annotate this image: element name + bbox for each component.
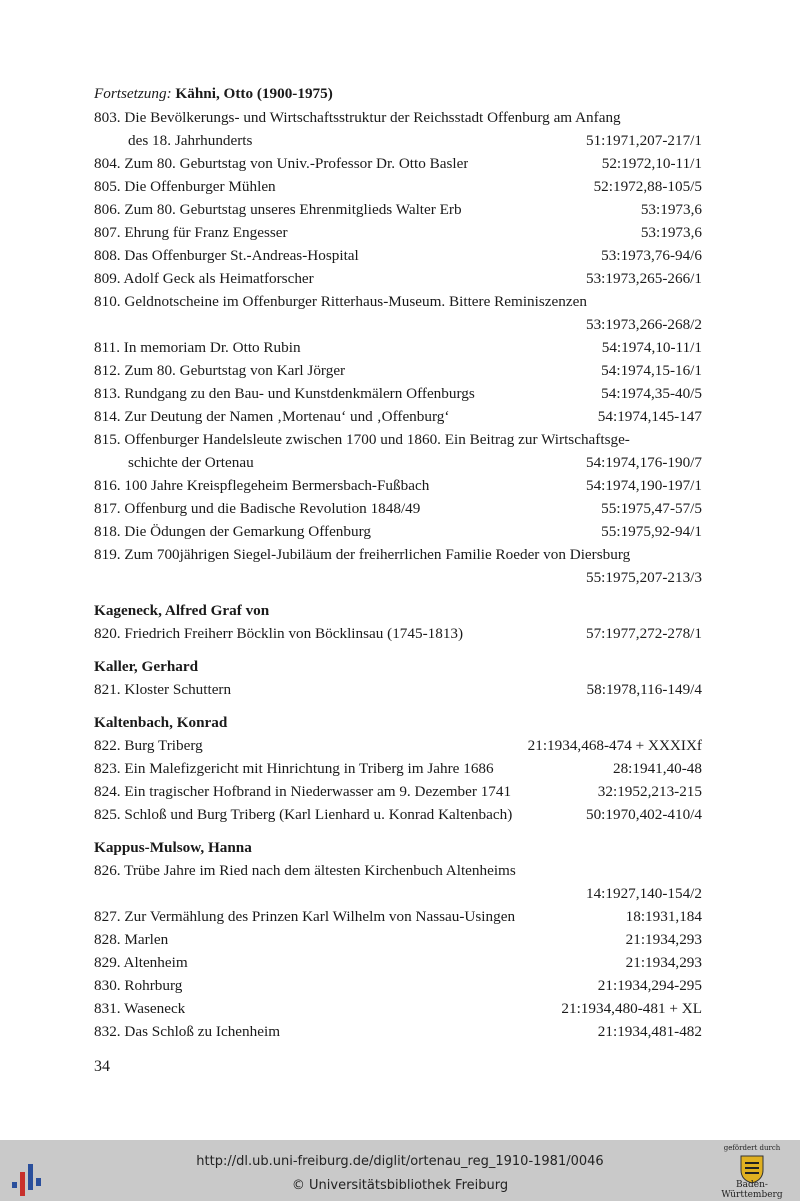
register-entry	[94, 497, 702, 520]
register-entry	[94, 106, 702, 152]
entry-title: 805. Die Offenburger Mühlen	[94, 178, 276, 195]
entry-title: 811. In memoriam Dr. Otto Rubin	[94, 339, 301, 356]
register-page	[94, 82, 702, 1043]
footer-bar	[0, 1140, 800, 1201]
register-entry	[94, 198, 702, 221]
entry-reference: 53:1973,266-268/2	[585, 316, 702, 333]
entry-reference: 50:1970,402-410/4	[585, 806, 702, 823]
entry-reference: 52:1972,88-105/5	[593, 178, 702, 195]
entry-reference: 54:1974,145-147	[597, 408, 702, 425]
entry-reference: 18:1931,184	[625, 908, 702, 925]
entry-title: 813. Rundgang zu den Bau- und Kunstdenkmälern Offenburgs	[94, 385, 475, 402]
register-entry	[94, 780, 702, 803]
entry-reference: 21:1934,293	[625, 931, 702, 948]
entry-title: 827. Zur Vermählung des Prinzen Karl Wilhelm von Nassau-Usingen	[94, 908, 516, 925]
entry-title: 807. Ehrung für Franz Engesser	[94, 224, 288, 241]
entry-title: 804. Zum 80. Geburtstag von Univ.-Professor Dr. Otto Basler	[94, 155, 469, 172]
entry-title: 820. Friedrich Freiherr Böcklin von Böcklinsau (1745-1813)	[94, 625, 464, 642]
footer-copyright: © Universitätsbibliothek Freiburg	[291, 1178, 509, 1193]
register-entry	[94, 359, 702, 382]
entry-title: 818. Die Ödungen der Gemarkung Offenburg	[94, 523, 371, 540]
entry-reference: 54:1974,176-190/7	[585, 454, 702, 471]
register-entry	[94, 474, 702, 497]
entry-reference: 55:1975,47-57/5	[601, 500, 702, 517]
continuation-author: Kähni, Otto (1900-1975)	[175, 85, 333, 102]
entry-reference: 21:1934,480-481 + XL	[561, 1000, 702, 1017]
author-sections	[94, 599, 702, 1043]
entry-reference: 21:1934,468-474 + XXXIXf	[527, 737, 702, 754]
entry-reference: 53:1973,265-266/1	[585, 270, 702, 287]
entry-reference: 21:1934,481-482	[597, 1023, 702, 1040]
register-entry	[94, 405, 702, 428]
entry-title: 812. Zum 80. Geburtstag von Karl Jörger	[94, 362, 346, 379]
page-number: 34	[94, 1058, 110, 1075]
entry-title: 821. Kloster Schuttern	[94, 681, 232, 698]
register-entry	[94, 336, 702, 359]
register-entry	[94, 382, 702, 405]
entry-reference: 54:1974,35-40/5	[601, 385, 702, 402]
entry-title: 809. Adolf Geck als Heimatforscher	[94, 270, 314, 287]
entry-title: 819. Zum 700jährigen Siegel-Jubiläum der freiherrlichen Familie Roeder von Diersburg	[94, 546, 631, 563]
entry-title-continued: schichte der Ortenau	[128, 454, 254, 471]
register-entry	[94, 244, 702, 267]
entry-title: 814. Zur Deutung der Namen ‚Mortenau‘ und ‚Offenburg‘	[94, 408, 450, 425]
entry-title: 822. Burg Triberg	[94, 737, 203, 754]
entry-title: 815. Offenburger Handelsleute zwischen 1700 und 1860. Ein Beitrag zur Wirtschaftsge-	[94, 431, 630, 448]
register-entry	[94, 1020, 702, 1043]
entry-title: 816. 100 Jahre Kreispflegeheim Bermersbach-Fußbach	[94, 477, 430, 494]
entry-title: 828. Marlen	[94, 931, 169, 948]
author-heading: Kaller, Gerhard	[94, 658, 199, 675]
entry-reference: 58:1978,116-149/4	[586, 681, 702, 698]
entry-reference: 21:1934,294-295	[597, 977, 702, 994]
entry-title-continued: des 18. Jahrhunderts	[128, 132, 253, 149]
entry-reference: 14:1927,140-154/2	[585, 885, 702, 902]
entry-reference: 55:1975,92-94/1	[601, 523, 702, 540]
entry-reference: 54:1974,10-11/1	[601, 339, 702, 356]
register-entry	[94, 543, 702, 589]
entry-title: 829. Altenheim	[94, 954, 188, 971]
register-entry	[94, 928, 702, 951]
author-heading: Kappus-Mulsow, Hanna	[94, 839, 252, 856]
entry-title: 823. Ein Malefizgericht mit Hinrichtung in Triberg im Jahre 1686	[94, 760, 494, 777]
register-entry	[94, 997, 702, 1020]
register-entry	[94, 951, 702, 974]
sponsor-top-text: gefördert durch	[723, 1144, 781, 1152]
entry-title: 826. Trübe Jahre im Ried nach dem ältesten Kirchenbuch Altenheims	[94, 862, 516, 879]
entry-reference: 54:1974,15-16/1	[601, 362, 702, 379]
entry-reference: 53:1973,76-94/6	[601, 247, 702, 264]
register-entry	[94, 175, 702, 198]
register-entry	[94, 520, 702, 543]
continuation-prefix: Fortsetzung:	[94, 85, 172, 102]
entry-title: 830. Rohrburg	[94, 977, 183, 994]
register-entry	[94, 622, 702, 645]
register-entry	[94, 678, 702, 701]
continuation-heading	[94, 82, 702, 106]
register-entry	[94, 267, 702, 290]
sponsor-bottom-text: Baden-Württemberg	[721, 1180, 783, 1200]
author-heading: Kaltenbach, Konrad	[94, 714, 228, 731]
register-entry	[94, 290, 702, 336]
entry-reference: 55:1975,207-213/3	[585, 569, 702, 586]
footer-url[interactable]: http://dl.ub.uni-freiburg.de/diglit/ortenau_reg_1910-1981/0046	[196, 1154, 604, 1169]
entry-reference: 53:1973,6	[640, 201, 702, 218]
register-entry	[94, 734, 702, 757]
entry-reference: 53:1973,6	[640, 224, 702, 241]
register-entry	[94, 152, 702, 175]
register-entry	[94, 803, 702, 826]
entry-reference: 28:1941,40-48	[612, 760, 702, 777]
register-entry	[94, 757, 702, 780]
sponsor-logo	[712, 1144, 792, 1200]
entry-title: 803. Die Bevölkerungs- und Wirtschaftsstruktur der Reichsstadt Offenburg am Anfang	[94, 109, 621, 126]
register-entry	[94, 221, 702, 244]
author-heading: Kageneck, Alfred Graf von	[94, 602, 270, 619]
entry-reference: 32:1952,213-215	[597, 783, 702, 800]
register-entry	[94, 905, 702, 928]
entry-title: 824. Ein tragischer Hofbrand in Niederwasser am 9. Dezember 1741	[94, 783, 512, 800]
entry-reference: 52:1972,10-11/1	[601, 155, 702, 172]
register-entry	[94, 428, 702, 474]
entry-title: 817. Offenburg und die Badische Revolution 1848/49	[94, 500, 421, 517]
entry-reference: 57:1977,272-278/1	[585, 625, 702, 642]
entry-title: 831. Waseneck	[94, 1000, 186, 1017]
entry-title: 808. Das Offenburger St.-Andreas-Hospital	[94, 247, 359, 264]
register-entry	[94, 859, 702, 905]
entry-title: 832. Das Schloß zu Ichenheim	[94, 1023, 281, 1040]
entry-title: 810. Geldnotscheine im Offenburger Ritterhaus-Museum. Bittere Reminiszenzen	[94, 293, 587, 310]
entry-title: 825. Schloß und Burg Triberg (Karl Lienhard u. Konrad Kaltenbach)	[94, 806, 513, 823]
entry-title: 806. Zum 80. Geburtstag unseres Ehrenmitglieds Walter Erb	[94, 201, 462, 218]
entry-reference: 51:1971,207-217/1	[585, 132, 702, 149]
entry-reference: 21:1934,293	[625, 954, 702, 971]
kaehni-entry-list	[94, 106, 702, 589]
entry-reference: 54:1974,190-197/1	[585, 477, 702, 494]
register-entry	[94, 974, 702, 997]
